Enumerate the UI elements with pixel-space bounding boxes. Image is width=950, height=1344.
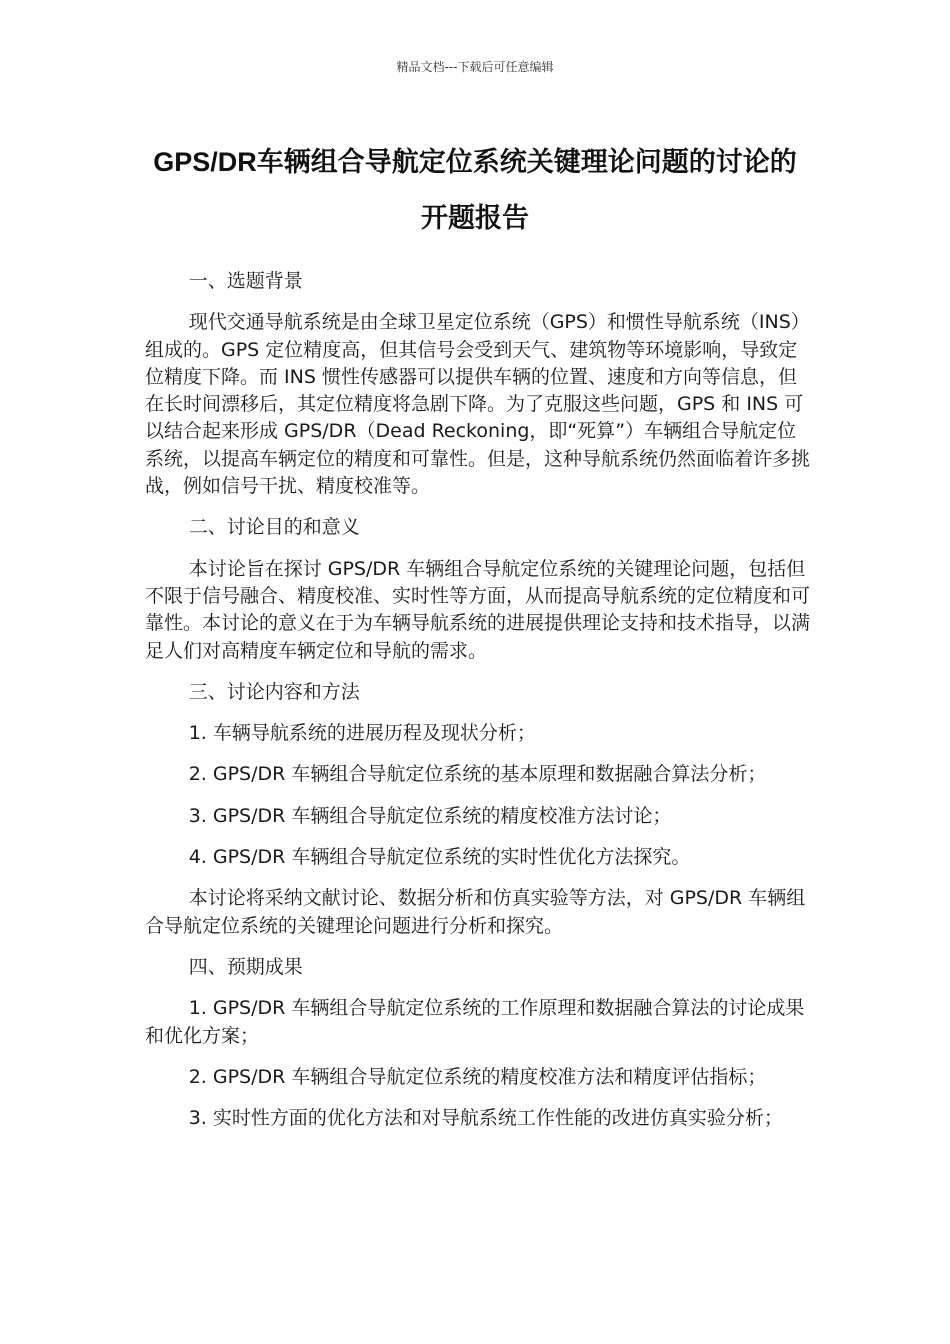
list-item-result-1: 1. GPS/DR 车辆组合导航定位系统的工作原理和数据融合算法的讨论成果和优化方案；	[145, 997, 805, 1047]
header-note: 精品文档---下载后可任意编辑	[396, 60, 554, 74]
section-heading-background: 一、选题背景	[188, 270, 303, 292]
paragraph-purpose: 本讨论旨在探讨 GPS/DR 车辆组合导航定位系统的关键理论问题，包括但不限于信号融合、精度校准、实时性等方面，从而提高导航系统的定位精度和可靠性。本讨论的意义在于为车辆导航系统的进展提供理论支持和技术指导，以满足人们对高精度车辆定位和导航的需求。	[145, 557, 811, 662]
document-title: GPS/DR车辆组合导航定位系统关键理论问题的讨论的开题报告	[153, 147, 797, 233]
document-body	[145, 268, 811, 1146]
list-item-content-3: 3. GPS/DR 车辆组合导航定位系统的精度校准方法讨论；	[188, 804, 672, 827]
paragraph-background: 现代交通导航系统是由全球卫星定位系统（GPS）和惯性导航系统（INS）组成的。GPS 定位精度高，但其信号会受到天气、建筑物等环境影响，导致定位精度下降。而 INS 惯性传感器可以提供车辆的位置、速度和方向等信息，但在长时间漂移后，其定位精度将急剧下降。为了克服这些问题，GPS 和 INS 可以结合起来形成 GPS/DR（Dead Reckoning，即“死算”）车辆组合导航定位系统，以提高车辆定位的精度和可靠性。但是，这种导航系统仍然面临着许多挑战，例如信号干扰、精度校准等。	[145, 311, 811, 498]
section-heading-content-methods: 三、讨论内容和方法	[188, 680, 360, 703]
list-item-content-1: 1. 车辆导航系统的进展历程及现状分析；	[188, 722, 536, 745]
section-heading-purpose: 二、讨论目的和意义	[188, 516, 360, 539]
list-item-result-3: 3. 实时性方面的优化方法和对导航系统工作性能的改进仿真实验分析；	[188, 1107, 783, 1130]
section-heading-expected-results: 四、预期成果	[188, 955, 303, 978]
list-item-content-2: 2. GPS/DR 车辆组合导航定位系统的基本原理和数据融合算法分析；	[188, 763, 767, 786]
list-item-content-4: 4. GPS/DR 车辆组合导航定位系统的实时性优化方法探究。	[188, 846, 691, 869]
list-item-result-2: 2. GPS/DR 车辆组合导航定位系统的精度校准方法和精度评估指标；	[188, 1065, 767, 1088]
paragraph-methods: 本讨论将采纳文献讨论、数据分析和仿真实验等方法，对 GPS/DR 车辆组合导航定位系统的关键理论问题进行分析和探究。	[145, 887, 806, 937]
